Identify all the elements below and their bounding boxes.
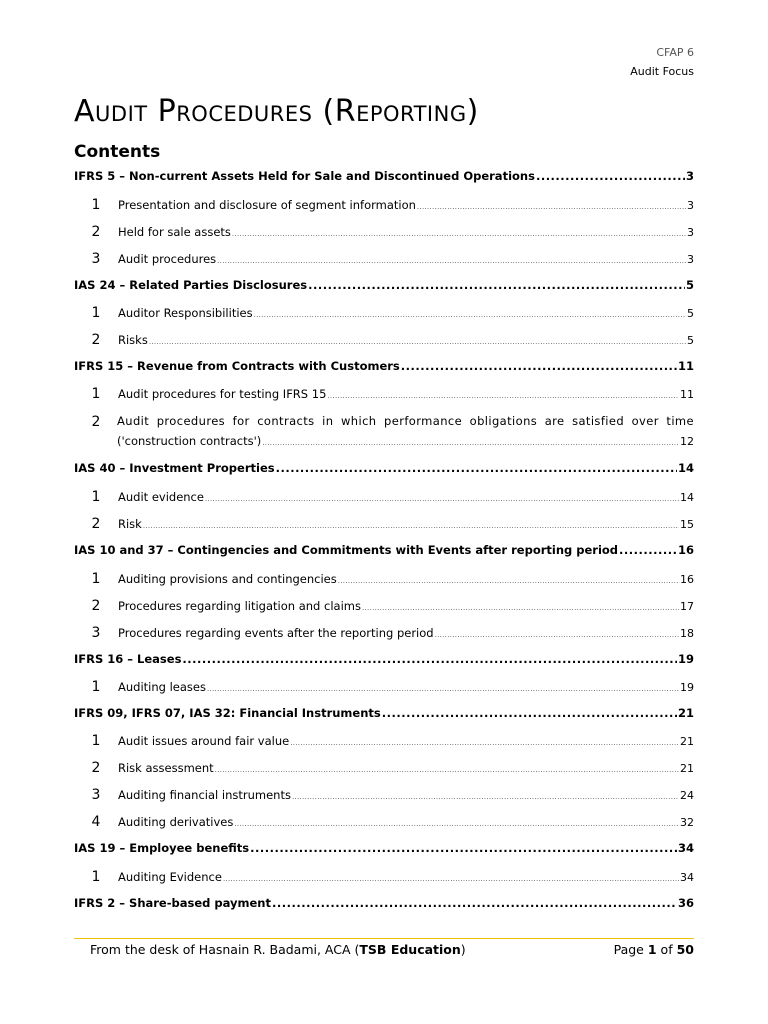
toc-item-number: 1 [91,386,101,402]
toc-subsection-entry[interactable] [74,305,694,321]
toc-subsection-label: Auditor Responsibilities [118,306,253,320]
toc-section-label: IAS 40 – Investment Properties [74,461,275,475]
footer-page-word: Page [613,942,644,957]
page-title: Audit Procedures (Reporting) [74,94,479,129]
toc-leader-dots [232,230,686,238]
toc-page-number: 5 [685,278,694,292]
toc-page-number: 14 [677,461,694,475]
toc-page-number: 36 [677,896,694,910]
toc-subsection-label: Held for sale assets [118,225,231,239]
toc-leader-dots [435,631,679,639]
toc-leader-dots [207,685,679,693]
toc-item-number: 1 [91,571,101,587]
toc-subsection-entry[interactable] [74,414,694,464]
toc-subsection-label: Audit evidence [118,490,204,504]
toc-leader-dots [205,495,679,503]
toc-section-entry[interactable] [74,706,694,720]
toc-leader-dots [536,169,685,183]
toc-subsection-entry[interactable] [74,598,694,614]
toc-page-number: 21 [680,735,694,748]
toc-page-number: 19 [680,681,694,694]
toc-subsection-label: Auditing Evidence [118,870,222,884]
toc-leader-dots [401,359,677,373]
toc-subsection-label: Auditing provisions and contingencies [118,572,337,586]
toc-subsection-label-line1: Audit procedures for contracts in which performance obligations are satisfied over time [117,414,694,428]
toc-item-number: 2 [91,760,101,776]
toc-item-number: 3 [91,251,101,267]
toc-section-entry[interactable] [74,461,694,475]
toc-subsection-entry[interactable] [74,625,694,641]
toc-subsection-entry[interactable] [74,679,694,695]
toc-subsection-entry[interactable] [74,516,694,532]
toc-subsection-entry[interactable] [74,224,694,240]
footer-author [90,942,466,957]
toc-subsection-label: Audit procedures [118,252,217,266]
toc-section-label: IAS 24 – Related Parties Disclosures [74,278,308,292]
toc-item-number: 2 [91,598,101,614]
toc-page-number: 21 [680,762,694,775]
toc-item-number: 1 [91,679,101,695]
toc-page-number: 24 [680,789,694,802]
toc-subsection-label: Procedures regarding litigation and claims [118,599,361,613]
toc-subsection-label: Audit procedures for testing IFRS 15 [118,387,327,401]
footer-from-text: From the desk of Hasnain R. Badami, ACA ( [90,942,360,957]
toc-item-number: 1 [91,869,101,885]
toc-item-number: 1 [91,305,101,321]
toc-subsection-entry[interactable] [74,386,694,402]
toc-leader-dots [262,439,679,447]
toc-subsection-entry[interactable] [74,197,694,213]
toc-item-number: 1 [91,489,101,505]
toc-page-number: 3 [687,199,694,212]
toc-page-number: 11 [677,359,694,373]
toc-subsection-label: Risk [118,517,142,531]
footer-org: TSB Education [359,942,461,957]
toc-leader-dots [338,577,679,585]
toc-section-entry[interactable] [74,652,694,666]
toc-section-entry[interactable] [74,543,694,557]
toc-subsection-label: Risks [118,333,148,347]
footer-divider [74,938,694,939]
toc-subsection-label: Presentation and disclosure of segment information [118,198,416,212]
toc-section-label: IFRS 2 – Share-based payment [74,896,271,910]
toc-section-label: IFRS 15 – Revenue from Contracts with Customers [74,359,400,373]
toc-section-label: IAS 19 – Employee benefits [74,841,250,855]
footer-page-total: 50 [676,942,694,957]
toc-page-number: 32 [680,816,694,829]
toc-leader-dots [143,522,679,530]
toc-leader-dots [217,257,686,265]
toc-leader-dots [234,820,679,828]
toc-page-number: 16 [680,573,694,586]
toc-item-number: 4 [91,814,101,830]
toc-page-number: 19 [677,652,694,666]
toc-page-number: 3 [687,253,694,266]
toc-page-number: 3 [687,226,694,239]
toc-item-number: 2 [91,516,101,532]
toc-section-label: IFRS 16 – Leases [74,652,182,666]
toc-leader-dots [417,203,686,211]
footer-close-paren: ) [460,942,466,957]
toc-page-number: 5 [687,334,694,347]
toc-page-number: 18 [680,627,694,640]
header-course-code: CFAP 6 [656,46,694,59]
toc-section-entry[interactable] [74,359,694,373]
toc-subsection-label-line2: ('construction contracts') [117,434,262,448]
header-subtitle: Audit Focus [630,65,694,78]
toc-section-label: IFRS 5 – Non-current Assets Held for Sale and Discontinued Operations [74,169,535,183]
footer-page-number [614,942,694,957]
toc-item-number: 3 [91,625,101,641]
toc-leader-dots [149,338,686,346]
toc-leader-dots [272,896,677,910]
toc-leader-dots [362,604,679,612]
toc-subsection-label: Auditing derivatives [118,815,234,829]
toc-item-number: 3 [91,787,101,803]
toc-item-number: 2 [91,414,101,430]
toc-page-number: 11 [680,388,694,401]
toc-page-number: 14 [680,491,694,504]
toc-page-number: 34 [680,871,694,884]
toc-page-number: 5 [687,307,694,320]
toc-leader-dots [182,652,677,666]
toc-page-number: 16 [677,543,694,557]
toc-leader-dots [223,875,679,883]
toc-leader-dots [619,543,677,557]
toc-subsection-entry[interactable] [74,814,694,830]
toc-leader-dots [292,793,679,801]
toc-subsection-entry[interactable] [74,733,694,749]
footer-page-current: 1 [647,942,657,957]
toc-page-number: 34 [677,841,694,855]
toc-subsection-entry[interactable] [74,869,694,885]
toc-item-number: 1 [91,197,101,213]
toc-leader-dots [250,841,677,855]
toc-subsection-entry[interactable] [74,251,694,267]
toc-page-number: 17 [680,600,694,613]
toc-subsection-entry[interactable] [74,571,694,587]
toc-leader-dots [382,706,677,720]
toc-section-label: IAS 10 and 37 – Contingencies and Commitments with Events after reporting period [74,543,619,557]
toc-section-entry[interactable] [74,169,694,183]
toc-item-number: 1 [91,733,101,749]
toc-leader-dots [290,739,679,747]
toc-subsection-label: Auditing financial instruments [118,788,291,802]
contents-heading: Contents [74,142,161,162]
toc-leader-dots [276,461,677,475]
toc-page-number: 15 [680,518,694,531]
toc-section-label: IFRS 09, IFRS 07, IAS 32: Financial Instruments [74,706,381,720]
toc-leader-dots [254,311,686,319]
toc-item-number: 2 [91,224,101,240]
toc-subsection-entry[interactable] [74,760,694,776]
toc-page-number: 21 [677,706,694,720]
toc-subsection-label: Auditing leases [118,680,206,694]
toc-leader-dots [327,392,679,400]
toc-leader-dots [215,766,679,774]
toc-subsection-entry[interactable] [74,787,694,803]
toc-item-number: 2 [91,332,101,348]
footer-of-word: of [660,942,673,957]
toc-section-entry[interactable] [74,278,694,292]
toc-page-number: 3 [685,169,694,183]
toc-subsection-entry[interactable] [74,489,694,505]
toc-section-entry[interactable] [74,841,694,855]
toc-subsection-label: Audit issues around fair value [118,734,290,748]
toc-subsection-label: Procedures regarding events after the reporting period [118,626,434,640]
toc-page-number: 12 [680,435,694,448]
toc-subsection-entry[interactable] [74,332,694,348]
toc-section-entry[interactable] [74,896,694,910]
toc-subsection-label: Risk assessment [118,761,214,775]
toc-leader-dots [308,278,685,292]
